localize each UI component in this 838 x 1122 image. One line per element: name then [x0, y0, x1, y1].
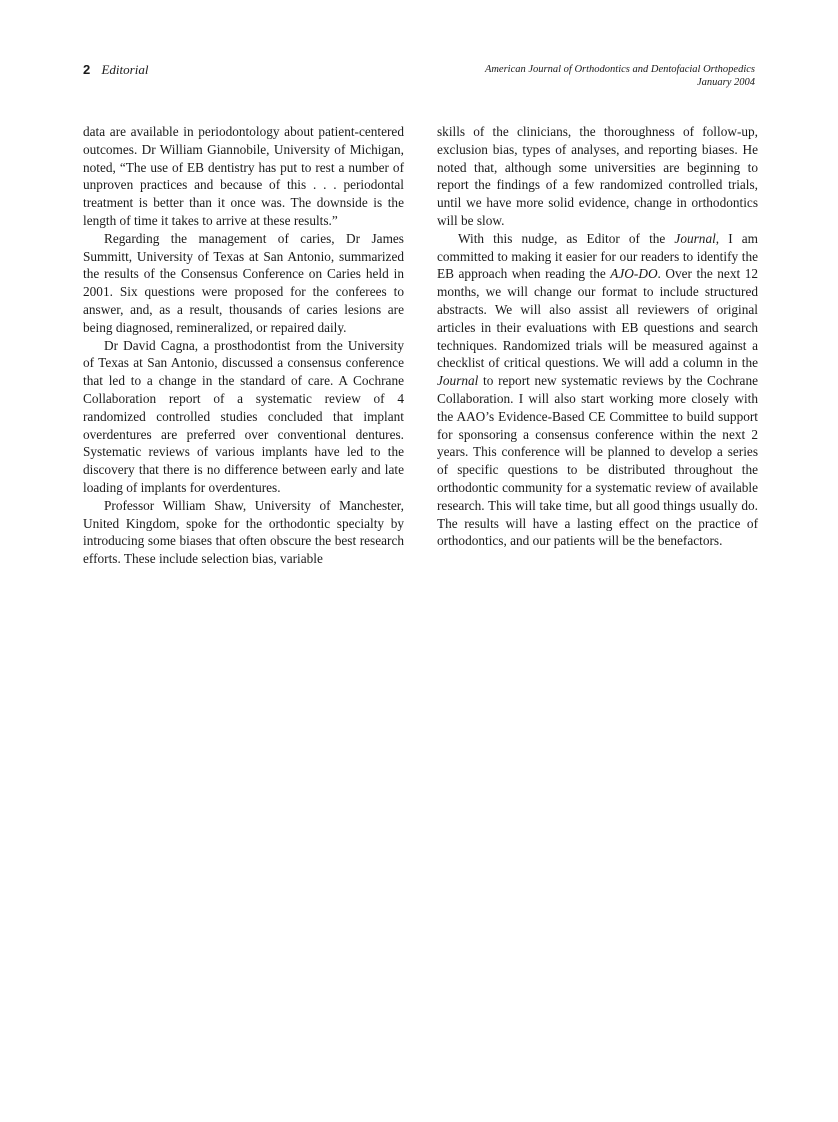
page-number: 2 [83, 62, 91, 77]
journal-name-italic: Journal [674, 230, 716, 246]
journal-title: American Journal of Orthodontics and Dentofacial Orthopedics [484, 64, 755, 75]
text-run: With this nudge, as Editor of the [458, 230, 675, 246]
header-left [83, 62, 148, 78]
header-right [485, 63, 755, 89]
running-header [83, 62, 755, 94]
paragraph: data are available in periodontology about patient-centered outcomes. Dr William Giannobile, University of Michigan, noted, “The use of EB dentistry has put to rest a number of unproven practices and because of this . . . periodontal treatment is better than it once was. The downside is the length of time it takes to arrive at these results.” [83, 124, 404, 228]
issue-date: January 2004 [696, 77, 755, 88]
text-run: , I am committed to making it easier for our readers to identify the EB approach when reading the [437, 230, 758, 282]
journal-name-italic: Journal [437, 373, 479, 389]
section-name: Editorial [101, 62, 149, 77]
paragraph: Professor William Shaw, University of Manchester, United Kingdom, spoke for the orthodontic specialty by introducing some biases that often obscure the best research efforts. These include selection bias, variable [83, 497, 404, 567]
text-run: . Over the next 12 months, we will change our format to include structured abstracts. We will also assist all reviewers of original articles in their evaluations with EB questions and search techniques. Randomized trials will be measured against a checklist of critical questions. We will add a column in the [437, 266, 758, 371]
left-column [83, 123, 404, 568]
paragraph: Dr David Cagna, a prosthodontist from the University of Texas at San Antonio, discussed a consensus conference that led to a change in the standard of care. A Cochrane Collaboration report of a systematic review of 4 randomized controlled studies concluded that implant overdentures are preferred over conventional dentures. Systematic reviews of various implants have led to the discovery that there is no difference between early and late loading of implants for overdentures. [83, 337, 404, 495]
paragraph: Regarding the management of caries, Dr James Summitt, University of Texas at San Antonio, summarized the results of the Consensus Conference on Caries held in 2001. Six questions were proposed for the conferees to answer, and, as a result, thousands of caries lesions are being diagnosed, remineralized, or repaired daily. [83, 230, 404, 335]
paragraph: skills of the clinicians, the thoroughness of follow-up, exclusion bias, types of analyses, and reporting biases. He noted that, although some universities are beginning to report the findings of a few randomized controlled trials, until we have more solid evidence, change in orthodontics will be slow. [437, 124, 758, 228]
ajodo-italic: AJO-DO [610, 266, 658, 282]
paragraph [437, 230, 758, 550]
text-run: to report new systematic reviews by the Cochrane Collaboration. I will also start working more closely with the AAO’s Evidence-Based CE Committee to build support for sponsoring a consensus conference within the next 2 years. This conference will be planned to develop a series of specific questions to be distributed throughout the orthodontic community for a systematic review of available research. This will take time, but all good things usually do. The results will have a lasting effect on the practice of orthodontics, and our patients will be the benefactors. [437, 373, 758, 549]
right-column [437, 123, 758, 550]
